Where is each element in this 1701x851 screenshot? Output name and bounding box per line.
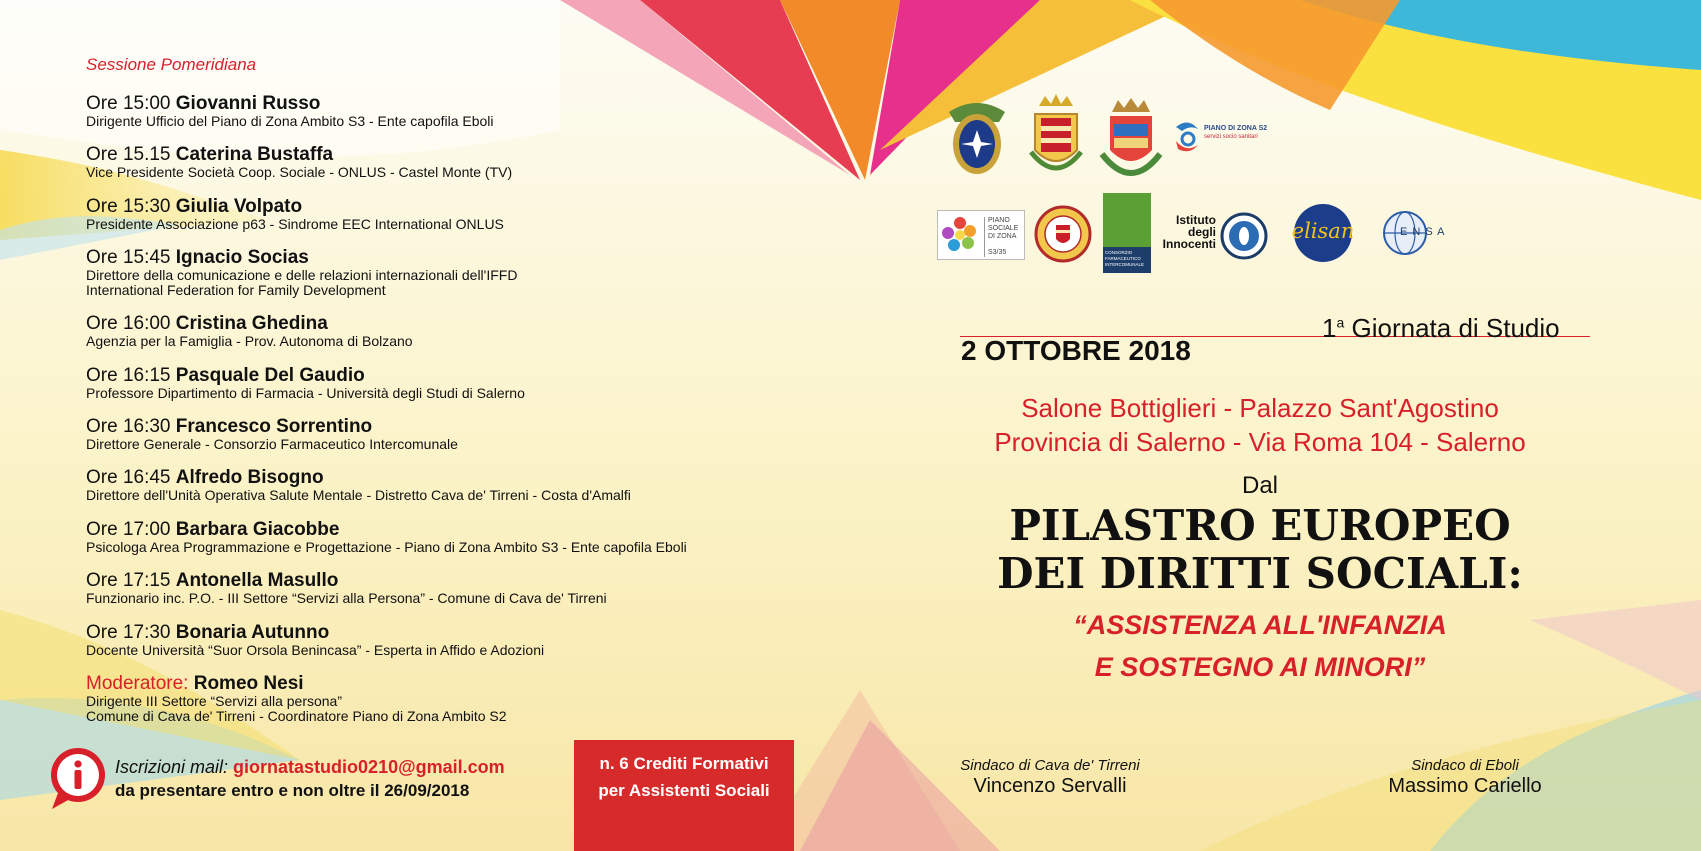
moderator-role: Dirigente III Settore “Servizi alla persona”	[86, 692, 342, 709]
piano-zona-icon	[1170, 117, 1204, 161]
program-entry	[86, 313, 916, 364]
entry-time: Ore 16:30	[86, 415, 171, 437]
program-entry	[86, 416, 916, 467]
program-list	[86, 93, 916, 724]
entry-role: Vice Presidente Società Coop. Sociale - ONLUS - Castel Monte (TV)	[86, 164, 513, 181]
entry-role: Docente Università “Suor Orsola Benincasa” - Esperta in Affido e Adozioni	[86, 641, 545, 658]
entry-speaker: Giulia Volpato	[175, 195, 303, 217]
program-entry	[86, 196, 916, 247]
entry-speaker: Giovanni Russo	[175, 93, 321, 114]
credits-box	[574, 740, 794, 851]
giornata-title: 1$^a$ Giornata di Studio	[1322, 313, 1560, 343]
program-entry	[86, 467, 916, 518]
entry-time: Ore 15.15	[86, 144, 171, 166]
title-prefix: Dal	[1241, 472, 1278, 499]
medallion-icon	[1220, 212, 1268, 260]
entry-speaker: Pasquale Del Gaudio	[175, 364, 365, 386]
entry-role: Professore Dipartimento di Farmacia - Università degli Studi di Salerno	[86, 384, 525, 401]
entry-speaker: Ignacio Socias	[175, 247, 309, 269]
registration-line	[115, 757, 505, 778]
piano-di-zona-logo: PIANO DI ZONA S2 servizi socio sanitari	[1170, 117, 1280, 161]
registration-email-link[interactable]: giornatastudio0210@gmail.com	[233, 757, 505, 777]
elisan-logo: elisan	[1282, 203, 1364, 263]
entry-role: Psicologa Area Programmazione e Progettazione - Piano di Zona Ambito S3 - Ente capofila Eboli	[86, 538, 687, 555]
entry-role: Direttore dell'Unità Operativa Salute Mentale - Distretto Cava de' Tirreni - Costa d'Amalfi	[86, 487, 631, 504]
signature-name: Massimo Cariello	[1388, 775, 1542, 797]
entry-time: Ore 17:30	[86, 621, 171, 643]
entry-speaker: Caterina Bustaffa	[175, 144, 334, 166]
entry-speaker: Antonella Masullo	[175, 570, 339, 592]
istituto-innocenti-logo: Istituto degli Innocenti	[1160, 212, 1270, 262]
program-entry	[86, 519, 916, 570]
moderator-entry	[86, 673, 916, 724]
program-entry	[86, 365, 916, 416]
entry-speaker: Alfredo Bisogno	[175, 467, 324, 489]
program-entry	[86, 570, 916, 621]
entry-role: Funzionario inc. P.O. - III Settore “Servizi alla Persona” - Comune di Cava de' Tirreni	[86, 590, 607, 607]
credits-line2: per Assistenti Sociali	[598, 781, 770, 800]
registration-deadline: da presentare entro e non oltre il 26/09/2018	[115, 781, 470, 800]
entry-speaker: Bonaria Autunno	[175, 621, 330, 643]
program-entry	[86, 93, 916, 144]
program-entry	[86, 247, 916, 313]
entry-role: Agenzia per la Famiglia - Prov. Autonoma di Bolzano	[86, 333, 413, 350]
venue-line-1: Salone Bottiglieri - Palazzo Sant'Agostino	[1021, 393, 1499, 423]
signature-name: Vincenzo Servalli	[973, 775, 1127, 797]
coat-of-arms-icon	[941, 92, 1013, 182]
event-subtitle-line-1: “ASSISTENZA ALL'INFANZIA	[1073, 610, 1447, 640]
signature-role: Sindaco di Cava de' Tirreni	[960, 757, 1140, 774]
coat-of-arms-icon	[1025, 92, 1087, 182]
entry-time: Ore 17:00	[86, 518, 171, 540]
entry-speaker: Francesco Sorrentino	[175, 415, 373, 437]
entry-speaker: Barbara Giacobbe	[175, 518, 340, 540]
piano-sociale-logo: PIANO SOCIALE DI ZONA S3/35	[937, 210, 1025, 260]
program-entry	[86, 622, 916, 673]
signature-role: Sindaco di Eboli	[1411, 757, 1519, 774]
flower-icon	[940, 213, 980, 257]
entry-time: Ore 16:15	[86, 364, 171, 386]
entry-role: Direttore Generale - Consorzio Farmaceutico Intercomunale	[86, 435, 458, 452]
credits-line1: n. 6 Crediti Formativi	[599, 754, 769, 773]
moderator-name: Romeo Nesi	[193, 672, 304, 694]
entry-time: Ore 15:30	[86, 195, 171, 217]
moderator-role-line2: Comune di Cava de' Tirreni - Coordinatore Piano di Zona Ambito S2	[86, 707, 507, 724]
session-title: Sessione Pomeridiana	[86, 55, 257, 74]
info-icon	[48, 745, 110, 811]
event-subtitle-line-2: E SOSTEGNO AI MINORI”	[1094, 652, 1426, 682]
entry-role: Presidente Associazione p63 - Sindrome EEC International ONLUS	[86, 215, 504, 232]
entry-time: Ore 15:00	[86, 93, 171, 114]
event-title-line-2: DEI DIRITTI SOCIALI:	[997, 549, 1523, 598]
entry-time: Ore 15:45	[86, 247, 171, 269]
event-date: 2 OTTOBRE 2018	[961, 335, 1191, 366]
ensa-logo: E N S A	[1382, 210, 1472, 256]
entry-role: Direttore della comunicazione e delle relazioni internazionali dell'IFFD	[86, 267, 518, 284]
event-title-line-1: PILASTRO EUROPEO	[1009, 501, 1511, 550]
consorzio-logo: CONSORZIO FARMACEUTICO INTERCOMUNALE	[1103, 193, 1151, 273]
seal-logo-icon	[1034, 205, 1092, 263]
entry-time: Ore 16:00	[86, 313, 171, 335]
entry-speaker: Cristina Ghedina	[175, 313, 328, 335]
moderator-label: Moderatore:	[86, 672, 189, 694]
entry-role: Dirigente Ufficio del Piano di Zona Ambito S3 - Ente capofila Eboli	[86, 113, 494, 129]
venue-line-2: Provincia di Salerno - Via Roma 104 - Salerno	[994, 427, 1526, 457]
coat-of-arms-icon	[1098, 96, 1164, 182]
entry-time: Ore 16:45	[86, 467, 171, 489]
entry-role-line2: International Federation for Family Development	[86, 282, 386, 299]
registration-prefix: Iscrizioni mail:	[115, 757, 229, 777]
program-entry	[86, 144, 916, 195]
entry-time: Ore 17:15	[86, 570, 171, 592]
